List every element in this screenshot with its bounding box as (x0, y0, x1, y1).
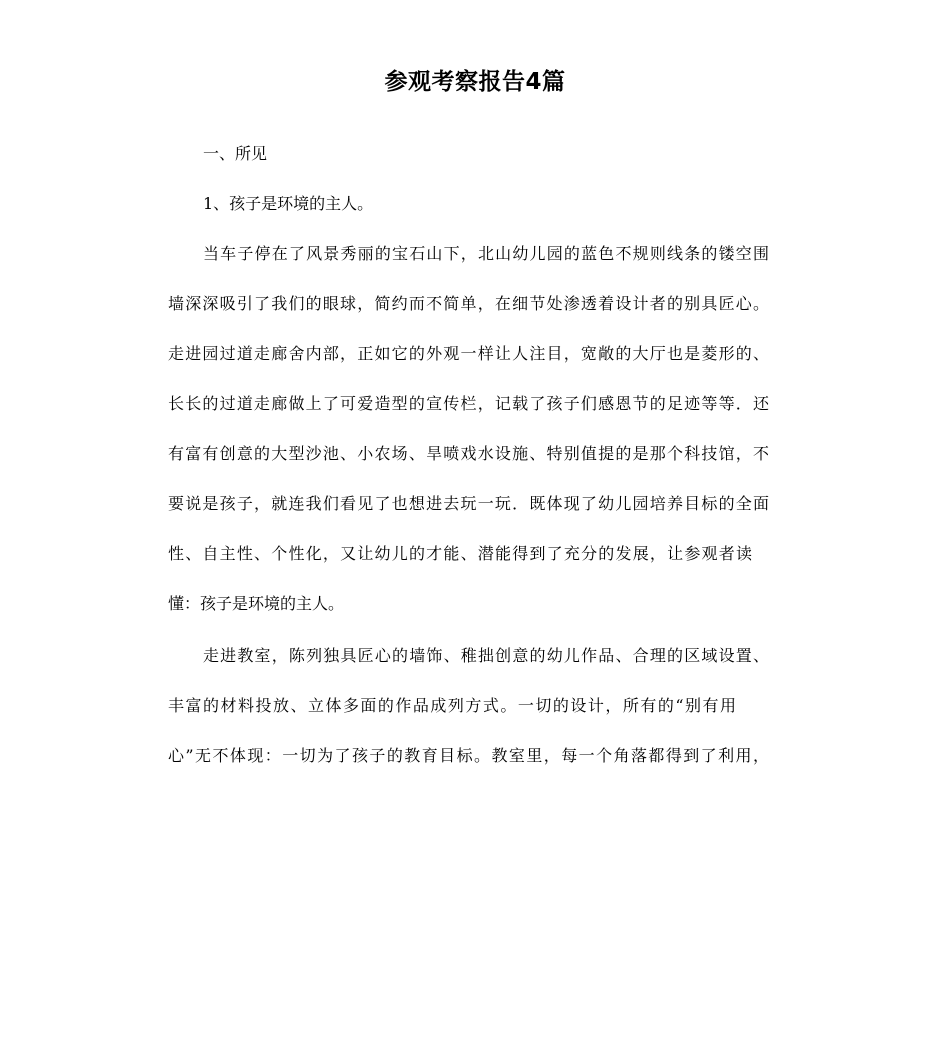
paragraph-line: 丰富的材料投放、立体多面的作品成列方式。一切的设计，所有的“别有用 (168, 696, 736, 715)
paragraph-line: 心”无不体现：一切为了孩子的教育目标。教室里，每一个角落都得到了利用， (168, 746, 769, 765)
paragraph-line: 要说是孩子，就连我们看见了也想进去玩一玩．既体现了幼儿园培养目标的全面 (168, 494, 769, 513)
paragraph-line: 当车子停在了风景秀丽的宝石山下，北山幼儿园的蓝色不规则线条的镂空围 (203, 244, 769, 263)
paragraph-line: 有富有创意的大型沙池、小农场、旱喷戏水设施、特别值提的是那个科技馆，不 (168, 444, 769, 463)
paragraph-line: 懂：孩子是环境的主人。 (168, 594, 345, 613)
document-title: 参观考察报告4篇 (384, 69, 566, 95)
paragraph-line: 墙深深吸引了我们的眼球，简约而不简单，在细节处渗透着设计者的别具匠心。 (168, 294, 769, 313)
paragraph-line: 长长的过道走廊做上了可爱造型的宣传栏，记载了孩子们感恩节的足迹等等．还 (168, 394, 769, 413)
subsection-heading: 1、孩子是环境的主人。 (203, 194, 374, 213)
paragraph-line: 走进教室，陈列独具匠心的墙饰、稚拙创意的幼儿作品、合理的区域设置、 (203, 646, 769, 665)
paragraph-line: 走进园过道走廊舍内部，正如它的外观一样让人注目，宽敞的大厅也是菱形的、 (168, 344, 769, 363)
paragraph-line: 性、自主性、个性化，又让幼儿的才能、潜能得到了充分的发展，让参观者读 (168, 544, 752, 563)
section-heading: 一、所见 (203, 144, 268, 163)
